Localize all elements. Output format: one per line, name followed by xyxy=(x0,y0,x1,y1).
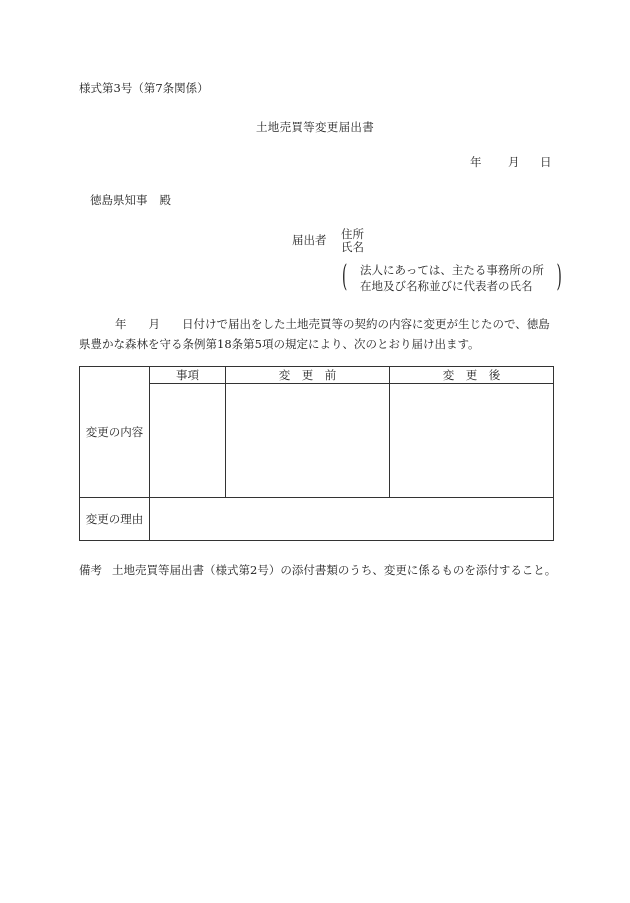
body-paragraph xyxy=(79,314,555,354)
header-before: 変 更 前 xyxy=(226,367,390,384)
before-cell[interactable] xyxy=(226,384,390,498)
change-reason-label: 変更の理由 xyxy=(80,498,150,541)
after-cell[interactable] xyxy=(390,384,554,498)
date-year-label: 年 xyxy=(470,155,482,169)
addressee-suffix: 殿 xyxy=(159,193,171,207)
note-line-1: 法人にあっては、主たる事務所の所 xyxy=(360,263,544,277)
left-bracket: ( xyxy=(342,259,348,294)
header-item: 事項 xyxy=(150,367,226,384)
addressee xyxy=(90,195,171,207)
address-label: 住所 xyxy=(341,227,364,241)
applicant-label: 届出者 xyxy=(292,233,327,247)
change-content-label: 変更の内容 xyxy=(80,367,150,498)
right-bracket: ) xyxy=(556,259,562,294)
remarks-text: 土地売買等届出書（様式第2号）の添付書類のうち、変更に係るものを添付すること。 xyxy=(112,563,557,577)
name-label: 氏名 xyxy=(341,240,364,254)
change-table xyxy=(79,366,554,541)
reason-cell[interactable] xyxy=(150,498,554,541)
form-number: 様式第3号（第7条関係） xyxy=(79,81,209,95)
header-after: 変 更 後 xyxy=(390,367,554,384)
remarks-label: 備考 xyxy=(79,563,102,577)
body-text: 日付けで届出をした土地売買等の契約の内容に変更が生じたので、徳島県豊かな森林を守る条例第18条第5項の規定により、次のとおり届け出ます。 xyxy=(79,317,550,351)
body-year: 年 xyxy=(115,317,127,331)
remarks xyxy=(79,565,556,577)
corporation-note xyxy=(342,259,562,294)
note-line-2: 在地及び名称並びに代表者の氏名 xyxy=(360,279,533,293)
date-month-label: 月 xyxy=(508,155,520,169)
body-month: 月 xyxy=(148,317,160,331)
document-title: 土地売買等変更届出書 xyxy=(256,120,374,134)
date-day-label: 日 xyxy=(540,155,552,169)
addressee-name: 徳島県知事 xyxy=(90,193,148,207)
item-cell[interactable] xyxy=(150,384,226,498)
